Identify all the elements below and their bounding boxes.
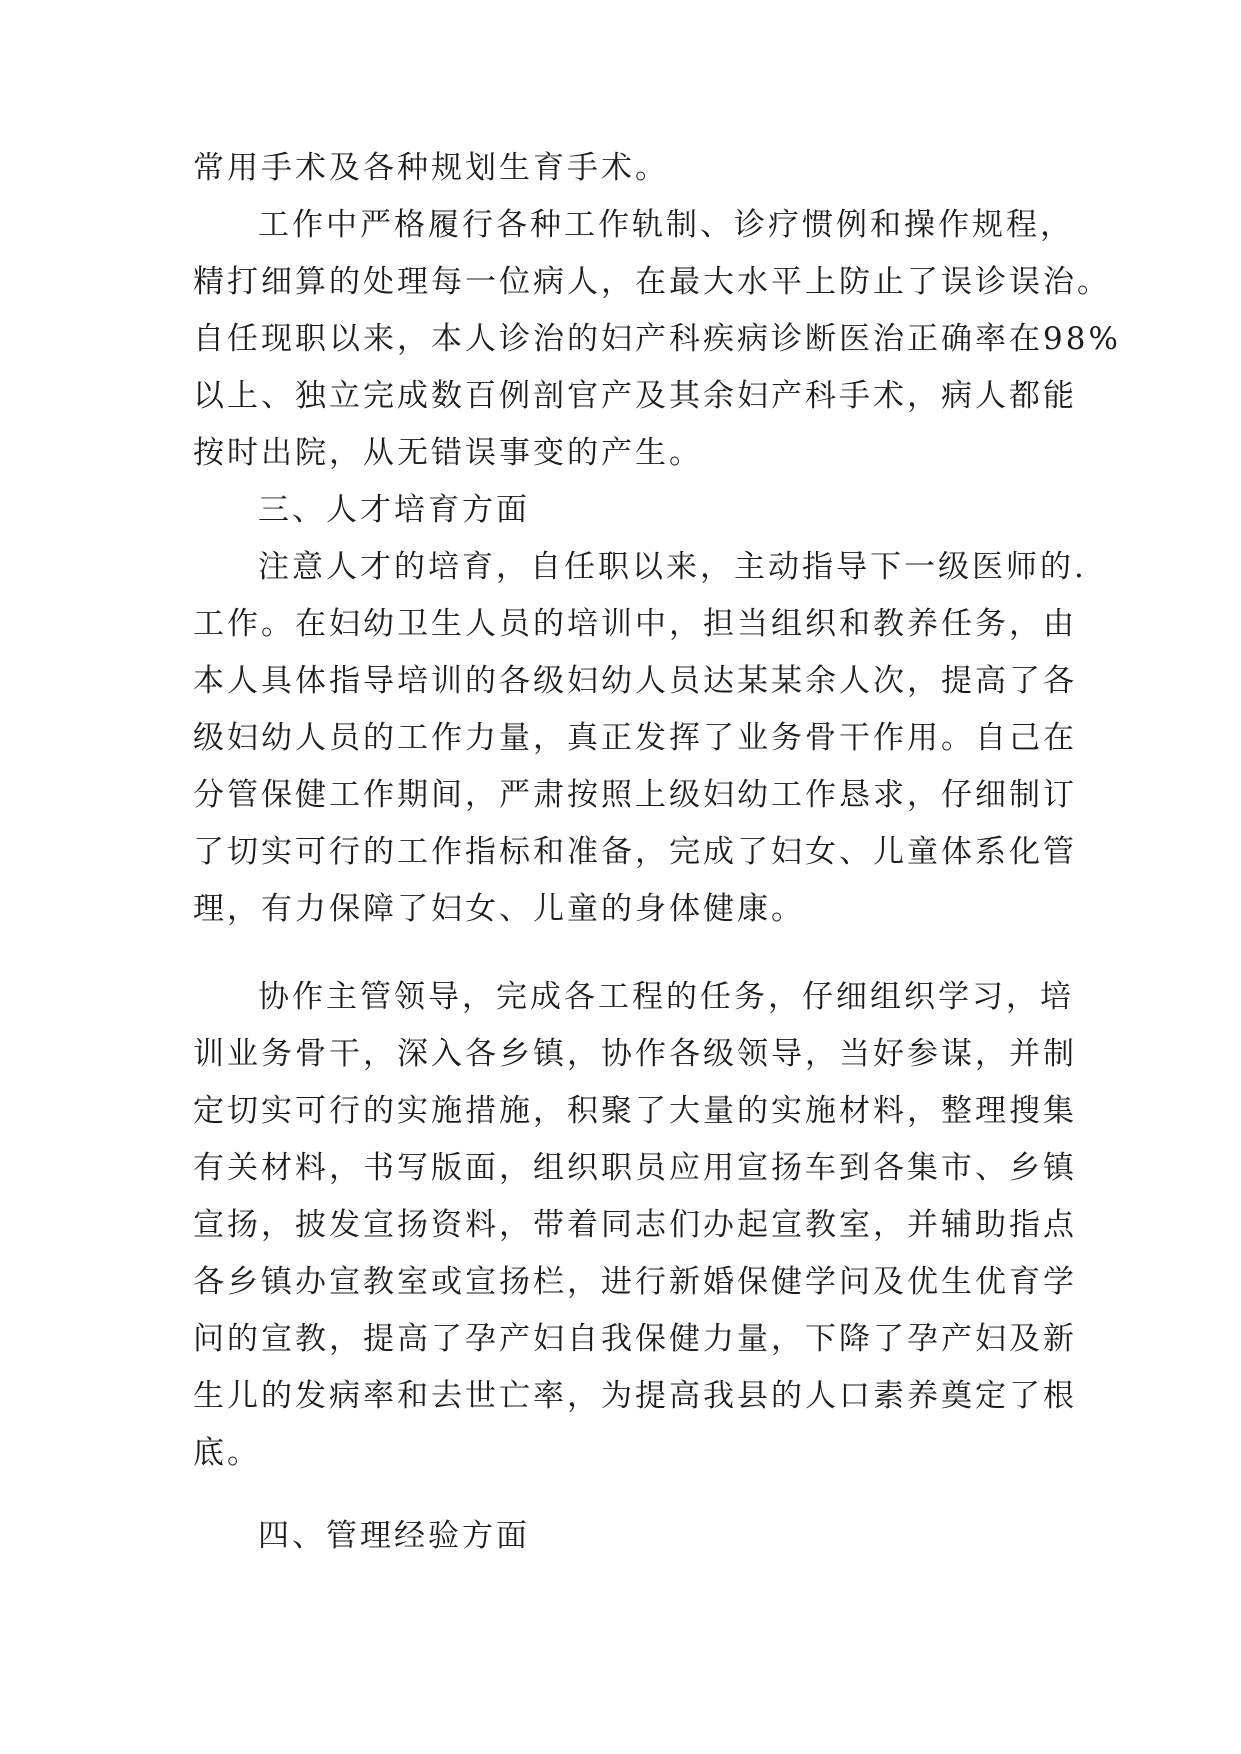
text-line: 自任现职以来，本人诊治的妇产科疾病诊断医治正确率在98% bbox=[193, 321, 1121, 357]
text-line: 按时出院，从无错误事变的产生。 bbox=[193, 435, 703, 471]
text-line: 本人具体指导培训的各级妇幼人员达某某余人次，提高了各 bbox=[193, 663, 1077, 699]
text-line: 常用手术及各种规划生育手术。 bbox=[193, 150, 669, 186]
text-line: 理，有力保障了妇女、儿童的身体健康。 bbox=[193, 891, 805, 927]
text-line: 以上、独立完成数百例剖官产及其余妇产科手术，病人都能 bbox=[193, 378, 1077, 414]
text-line: 训业务骨干，深入各乡镇，协作各级领导，当好参谋，并制 bbox=[193, 1036, 1077, 1072]
text-line: 精打细算的处理每一位病人，在最大水平上防止了误诊误治。 bbox=[193, 264, 1111, 300]
text-line: 底。 bbox=[193, 1435, 261, 1471]
text-line: 生儿的发病率和去世亡率，为提高我县的人口素养奠定了根 bbox=[193, 1378, 1077, 1414]
text-line: 注意人才的培育，自任职以来，主动指导下一级医师的. bbox=[258, 549, 1087, 585]
text-line: 协作主管领导，完成各工程的任务，仔细组织学习，培 bbox=[258, 979, 1074, 1015]
text-line: 了切实可行的工作指标和准备，完成了妇女、儿童体系化管 bbox=[193, 834, 1077, 870]
text-line: 问的宣教，提高了孕产妇自我保健力量，下降了孕产妇及新 bbox=[193, 1321, 1077, 1357]
text-line: 各乡镇办宣教室或宣扬栏，进行新婚保健学问及优生优育学 bbox=[193, 1264, 1077, 1300]
text-line: 有关材料，书写版面，组织职员应用宣扬车到各集市、乡镇 bbox=[193, 1150, 1077, 1186]
section-heading: 四、管理经验方面 bbox=[258, 1518, 530, 1554]
text-line: 级妇幼人员的工作力量，真正发挥了业务骨干作用。自己在 bbox=[193, 720, 1077, 756]
text-line: 分管保健工作期间，严肃按照上级妇幼工作恳求，仔细制订 bbox=[193, 777, 1077, 813]
text-line: 宣扬，披发宣扬资料，带着同志们办起宣教室，并辅助指点 bbox=[193, 1207, 1077, 1243]
text-line: 工作中严格履行各种工作轨制、诊疗惯例和操作规程， bbox=[258, 207, 1074, 243]
section-heading: 三、人才培育方面 bbox=[258, 492, 530, 528]
text-line: 工作。在妇幼卫生人员的培训中，担当组织和教养任务，由 bbox=[193, 606, 1077, 642]
text-line: 定切实可行的实施措施，积聚了大量的实施材料，整理搜集 bbox=[193, 1093, 1077, 1129]
